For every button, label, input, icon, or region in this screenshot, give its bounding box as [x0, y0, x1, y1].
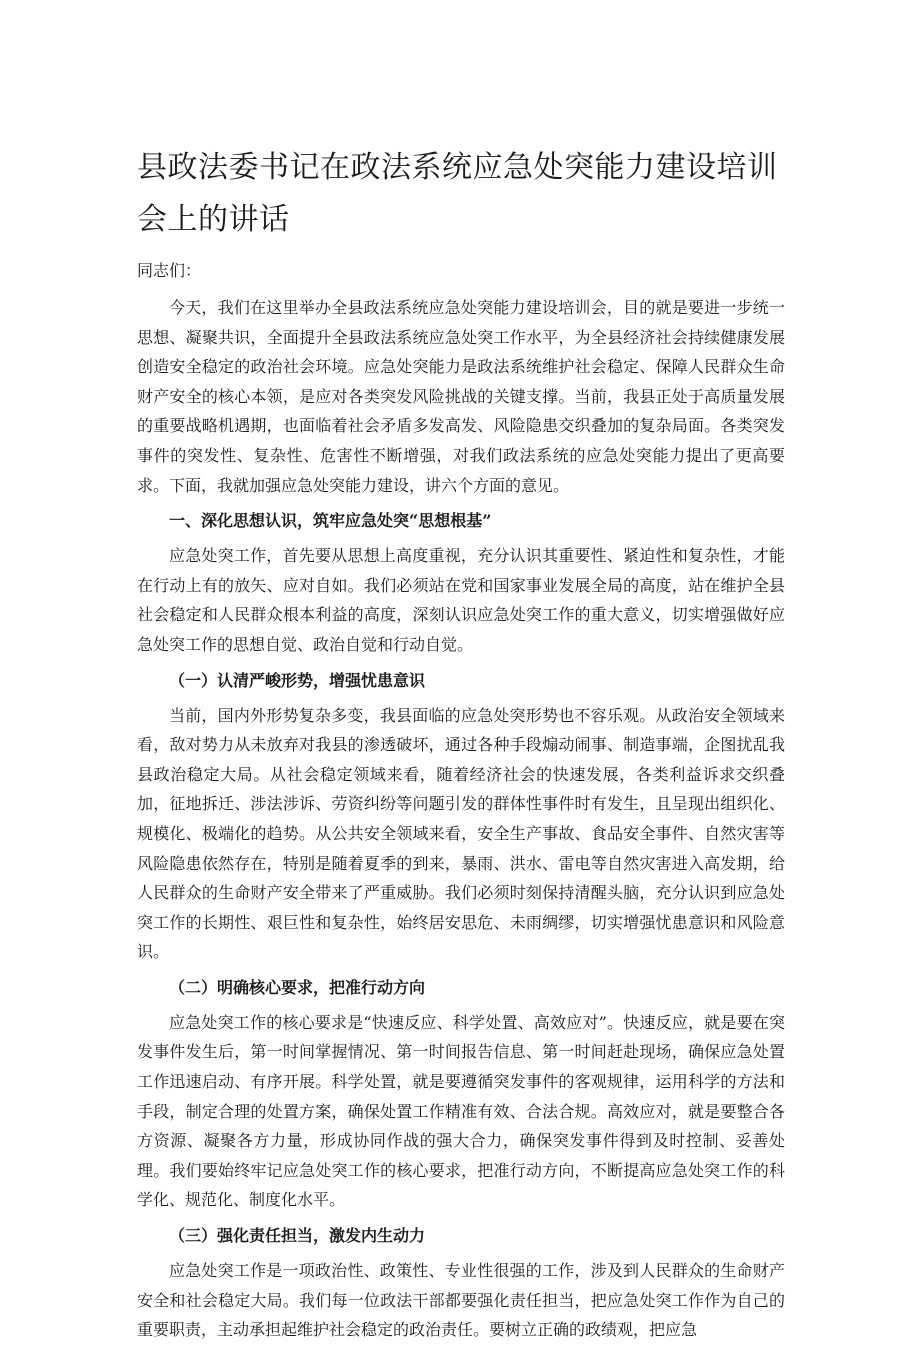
document-page [137, 142, 785, 1351]
subsection-3-paragraph: 应急处突工作是一项政治性、政策性、专业性很强的工作，涉及到人民群众的生命财产安全和社会稳定大局。我们每一位政法干部都要强化责任担当，把应急处突工作作为自己的重要职责，主动承担起维护社会稳定的政治责任。要树立正确的政绩观，把应急 [137, 1261, 785, 1340]
subsection-1-paragraph: 当前，国内外形势复杂多变，我县面临的应急处突形势也不容乐观。从政治安全领域来看，敌对势力从未放弃对我县的渗透破坏，通过各种手段煽动闹事、制造事端，企图扰乱我县政治稳定大局。从社会稳定领域来看，随着经济社会的快速发展，各类利益诉求交织叠加，征地拆迁、涉法涉诉、劳资纠纷等问题引发的群体性事件时有发生，且呈现出组织化、规模化、极端化的趋势。从公共安全领域来看，安全生产事故、食品安全事件、自然灾害等风险隐患依然存在，特别是随着夏季的到来，暴雨、洪水、雷电等自然灾害进入高发期，给人民群众的生命财产安全带来了严重威胁。我们必须时刻保持清醒头脑，充分认识到应急处突工作的长期性、艰巨性和复杂性，始终居安思危、未雨绸缪，切实增强忧患意识和风险意识。 [137, 705, 785, 962]
document-title: 县政法委书记在政法系统应急处突能力建设培训会上的讲话 [137, 150, 778, 237]
subsection-1-heading: （一）认清严峻形势，增强忧患意识 [169, 670, 426, 690]
subsection-2-paragraph: 应急处突工作的核心要求是“快速反应、科学处置、高效应对”。快速反应，就是要在突发事件发生后，第一时间掌握情况、第一时间报告信息、第一时间赶赴现场，确保应急处置工作迅速启动、有序开展。科学处置，就是要遵循突发事件的客观规律，运用科学的方法和手段，制定合理的处置方案，确保处置工作精准有效、合法合规。高效应对，就是要整合各方资源、凝聚各方力量，形成协同作战的强大合力，确保突发事件得到及时控制、妥善处理。我们要始终牢记应急处突工作的核心要求，把准行动方向，不断提高应急处突工作的科学化、规范化、制度化水平。 [137, 1012, 785, 1210]
subsection-2-heading: （二）明确核心要求，把准行动方向 [169, 977, 426, 997]
section-1-heading: 一、深化思想认识，筑牢应急处突“思想根基” [169, 511, 492, 531]
section-1-paragraph: 应急处突工作，首先要从思想上高度重视，充分认识其重要性、紧迫性和复杂性，才能在行动上有的放矢、应对自如。我们必须站在党和国家事业发展全局的高度，站在维护全县社会稳定和人民群众根本利益的高度，深刻认识应急处突工作的重大意义，切实增强做好应急处突工作的思想自觉、政治自觉和行动自觉。 [137, 546, 785, 654]
salutation: 同志们： [137, 261, 202, 280]
subsection-3-heading: （三）强化责任担当，激发内生动力 [169, 1226, 426, 1246]
intro-paragraph: 今天，我们在这里举办全县政法系统应急处突能力建设培训会，目的就是要进一步统一思想、凝聚共识，全面提升全县政法系统应急处突工作水平，为全县经济社会持续健康发展创造安全稳定的政治社会环境。应急处突能力是政法系统维护社会稳定、保障人民群众生命财产安全的核心本领，是应对各类突发风险挑战的关键支撑。当前，我县正处于高质量发展的重要战略机遇期，也面临着社会矛盾多发高发、风险隐患交织叠加的复杂局面。各类突发事件的突发性、复杂性、危害性不断增强，对我们政法系统的应急处突能力提出了更高要求。下面，我就加强应急处突能力建设，讲六个方面的意见。 [137, 298, 785, 495]
